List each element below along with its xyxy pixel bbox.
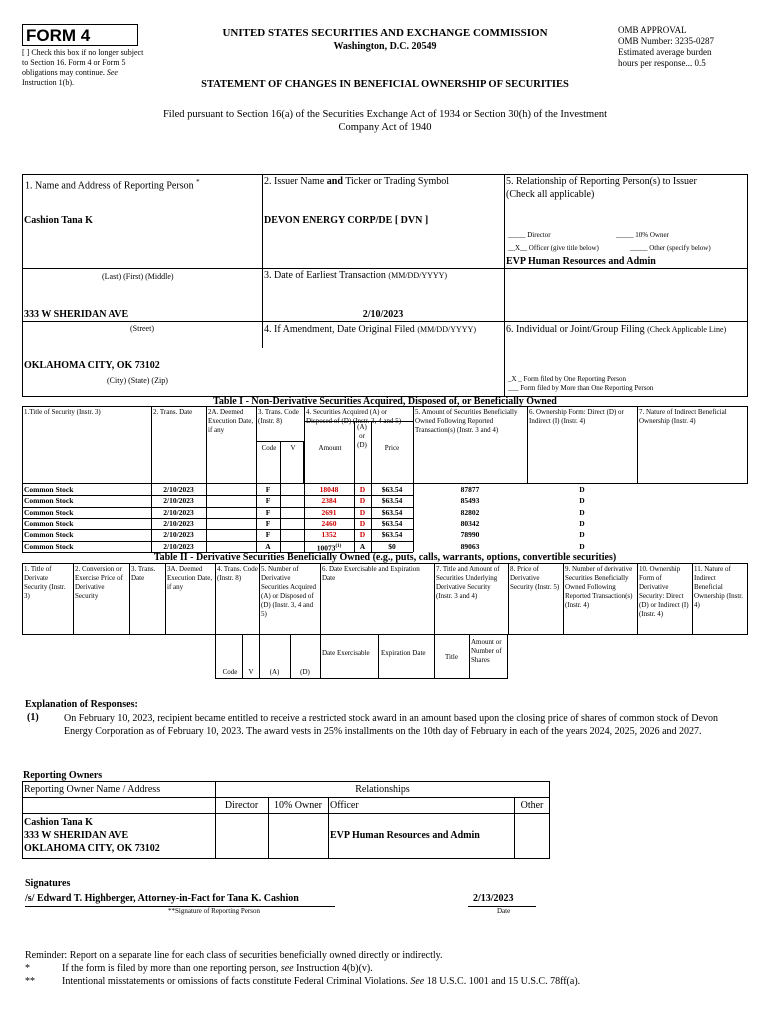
table-col-divider: [304, 484, 305, 552]
earliest-date: 2/10/2023: [362, 309, 404, 320]
t2-h-v-sub: V: [248, 668, 254, 676]
t1-h-price-sub: Price: [384, 444, 400, 452]
t2-h-d-sub: (D): [300, 668, 310, 676]
signatures-heading: Signatures: [25, 878, 71, 889]
t1-h-acquired: 4. Securities Acquired (A) or Disposed of (D) (Instr. 3, 4 and 5): [306, 408, 402, 425]
t2-h-price: 8. Price of Derivative Security (Instr. 5): [510, 565, 560, 591]
city-value: OKLAHOMA CITY, OK 73102: [24, 360, 160, 371]
date-label: Date: [497, 907, 511, 915]
table1-cell-amount: 2384: [321, 496, 337, 506]
ten-pct-check: _____ 10% Owner: [616, 231, 669, 239]
box5-label: 5. Relationship of Reporting Person(s) to Issuer: [506, 176, 697, 187]
table-col-divider: [371, 484, 372, 552]
table1-cell-date: 2/10/2023: [163, 496, 194, 506]
issuer-value: DEVON ENERGY CORP/DE [ DVN ]: [264, 215, 429, 226]
table1-cell-code: F: [265, 530, 271, 540]
t1-h-v-sub: V: [290, 444, 296, 452]
filed-pursuant: Filed pursuant to Section 16(a) of the Securities Exchange Act of 1934 or Section 30(h) of the Investment Company Act of 1940: [162, 109, 608, 133]
table1-cell-date: 2/10/2023: [163, 530, 194, 540]
owners-col-rel: Relationships: [355, 784, 410, 795]
table1-cell-price: $63.54: [381, 518, 403, 528]
t1-h-form: 6. Ownership Form: Direct (D) or Indirect (I) (Instr. 4): [529, 408, 624, 425]
omb-number: OMB Number: 3235-0287: [618, 36, 714, 46]
name-parts-label: (Last) (First) (Middle): [102, 272, 174, 281]
t2-h-exercisable: 6. Date Exercisable and Expiration Date: [322, 565, 420, 582]
owners-col-other: Other: [520, 800, 544, 811]
footnote-star1: *: [25, 963, 30, 974]
box2-label: 2. Issuer Name and Ticker or Trading Symbol: [264, 176, 450, 187]
officer-check: __X__ Officer (give title below): [508, 244, 599, 252]
t2-h-form: 10. Ownership Form of Derivative Security: Direct (D) or Indirect (I) (Instr. 4): [639, 565, 689, 618]
agency-line2: Washington, D.C. 20549: [333, 41, 437, 52]
table1-cell-form: D: [579, 541, 585, 551]
t1-h-amt-sub: Amount: [318, 444, 342, 452]
table1-cell-price: $63.54: [381, 496, 403, 506]
table1-cell-code: F: [265, 496, 271, 506]
t2-h-owned: 9. Number of derivative Securities Beneficially Owned Following Reported Transaction(s) (Instr. 4): [565, 565, 633, 609]
table-col-divider: [354, 484, 355, 552]
table1-cell-form: D: [579, 507, 585, 517]
table1-cell-form: D: [579, 496, 585, 506]
table-col-divider: [206, 484, 207, 552]
t1-h-code: 3. Trans. Code (Instr. 8): [258, 408, 299, 425]
city-label: (City) (State) (Zip): [107, 376, 168, 385]
table-col-divider: [151, 484, 152, 552]
table1-cell-date: 2/10/2023: [163, 518, 194, 528]
table1-cell-ad: D: [359, 507, 366, 517]
street-label: (Street): [130, 324, 154, 333]
table1-cell-title: Common Stock: [24, 485, 74, 494]
t2-h-code: 4. Trans. Code (Instr. 8): [217, 565, 258, 582]
one-person-check: _X _ Form filed by One Reporting Person: [508, 375, 627, 383]
box6-label: 6. Individual or Joint/Group Filing (Check Applicable Line): [506, 324, 727, 335]
more-person-check: ___ Form filed by More than One Reporting Person: [508, 384, 654, 392]
table1-cell-price: $0: [388, 541, 396, 551]
t2-h-deemed: 3A. Deemed Execution Date, if any: [167, 565, 213, 591]
t2-h-exp: Expiration Date: [381, 649, 426, 657]
table1-cell-amount: 1352: [321, 530, 337, 540]
table1-cell-title: Common Stock: [24, 507, 74, 517]
table1-cell-owned: 80342: [460, 518, 480, 528]
t2-h-underlying: 7. Title and Amount of Securities Underlying Derivative Security (Instr. 3 and 4): [436, 565, 500, 600]
explanation-text: On February 10, 2023, recipient became entitled to receive a restricted stock award in an amount based upon the closing price of shares of common stock of Devon Energy Corporation as of February 10, 2023. The award vests in 25% installments on the 10th day of February in each of the years 2024, 2025, 2026 and 2027.: [64, 713, 718, 737]
table1-cell-ad: A: [359, 541, 366, 551]
table1-cell-ad: D: [359, 496, 366, 506]
table1-cell-title: Common Stock: [24, 530, 74, 540]
explanation-heading: Explanation of Responses:: [25, 699, 138, 710]
table1-cell-price: $63.54: [381, 507, 403, 517]
table1-cell-owned: 82802: [460, 507, 480, 517]
table-col-divider: [280, 484, 281, 552]
table1-cell-title: Common Stock: [24, 518, 74, 528]
explanation-num: (1): [27, 712, 39, 723]
street-value: 333 W SHERIDAN AVE: [24, 309, 129, 320]
footnote2: Intentional misstatements or omissions of facts constitute Federal Criminal Violations. See 18 U.S.C. 1001 and 15 U.S.C. 78ff(a).: [62, 976, 581, 987]
person-name: Cashion Tana K: [24, 215, 93, 226]
table1-cell-amount: 18048: [319, 485, 339, 494]
t2-h-code-sub: Code: [222, 668, 238, 676]
t1-h-code-sub: Code: [261, 444, 277, 452]
t1-h-nature: 7. Nature of Indirect Beneficial Ownership (Instr. 4): [639, 408, 727, 425]
table1-cell-code: F: [265, 507, 271, 517]
signature-date: 2/13/2023: [473, 893, 514, 904]
form-title-box: [22, 24, 138, 46]
table1-cell-title: Common Stock: [24, 541, 74, 551]
table1-cell-code: F: [265, 485, 271, 494]
table-col-divider: [256, 484, 257, 552]
table1-cell-owned: 87877: [460, 485, 480, 494]
table1-cell-price: $63.54: [381, 530, 403, 540]
table1-cell-owned: 85493: [460, 496, 480, 506]
table1-cell-owned: 78990: [460, 530, 480, 540]
other-check: _____ Other (specify below): [630, 244, 711, 252]
reminder: Reminder: Report on a separate line for each class of securities beneficially owned directly or indirectly.: [25, 950, 443, 961]
table1-cell-price: $63.54: [381, 485, 403, 494]
agency-line1: UNITED STATES SECURITIES AND EXCHANGE COMMISSION: [222, 27, 548, 39]
table1-cell-form: D: [579, 518, 585, 528]
t1-h-date: 2. Trans. Date: [153, 408, 193, 416]
box3-label: 3. Date of Earliest Transaction (MM/DD/YYYY): [264, 270, 448, 281]
statement-title: STATEMENT OF CHANGES IN BENEFICIAL OWNERSHIP OF SECURITIES: [201, 79, 569, 90]
t1-h-title: 1.Title of Security (Instr. 3): [24, 408, 101, 416]
table-col-divider: [413, 484, 414, 552]
table1-cell-date: 2/10/2023: [163, 507, 194, 517]
officer-title: EVP Human Resources and Admin: [506, 256, 656, 267]
table1-cell-code: F: [265, 518, 271, 528]
t2-h-a-sub: (A): [269, 668, 280, 676]
t2-h-nature: 11. Nature of Indirect Beneficial Ownership (Instr. 4): [694, 565, 743, 609]
t2-h-ttl: Title: [445, 653, 458, 661]
table2-title: Table II - Derivative Securities Beneficially Owned (e.g., puts, calls, warrants, options, convertible securities): [153, 552, 617, 563]
omb-approval: OMB APPROVAL: [618, 25, 687, 35]
owners-heading: Reporting Owners: [23, 770, 103, 781]
owner-name: Cashion Tana K 333 W SHERIDAN AVE OKLAHOMA CITY, OK 73102: [24, 817, 160, 854]
form-title: FORM 4: [26, 26, 91, 45]
box4-label: 4. If Amendment, Date Original Filed (MM/DD/YYYY): [264, 324, 476, 335]
t2-h-date: 3. Trans. Date: [131, 565, 156, 582]
box1-label: 1. Name and Address of Reporting Person *: [25, 178, 200, 192]
table1-cell-ad: D: [359, 530, 366, 540]
t1-h-amount: 5. Amount of Securities Beneficially Owned Following Reported Transaction(s) (Instr. 3 and 4): [415, 408, 518, 434]
owners-col-ten: 10% Owner: [273, 800, 323, 811]
table1-cell-amount: 2460: [321, 518, 337, 528]
table1-cell-ad: D: [359, 518, 366, 528]
omb-hours: hours per response... 0.5: [618, 58, 706, 68]
t2-h-amt: Amount or Number of Shares: [471, 638, 502, 664]
box5-sub: (Check all applicable): [506, 189, 595, 200]
table1-cell-form: D: [579, 530, 585, 540]
t2-h-title: 1. Title of Derivate Security (Instr. 3): [24, 565, 66, 600]
table1-cell-date: 2/10/2023: [163, 485, 194, 494]
table1-title: Table I - Non-Derivative Securities Acquired, Disposed of, or Beneficially Owned: [213, 396, 557, 407]
table1-cell-owned: 89063: [460, 541, 480, 551]
table1-cell-amount: 2691: [321, 507, 337, 517]
signature-label: **Signature of Reporting Person: [168, 907, 260, 915]
omb-burden: Estimated average burden: [618, 47, 712, 57]
owners-col-officer: Officer: [330, 800, 359, 811]
signer: /s/ Edward T. Highberger, Attorney-in-Fact for Tana K. Cashion: [25, 893, 299, 904]
table1-cell-code: A: [265, 541, 271, 551]
table1-cell-title: Common Stock: [24, 496, 74, 506]
omb-box: [618, 25, 758, 69]
table1-cell-form: D: [579, 485, 585, 494]
owners-col-name: Reporting Owner Name / Address: [24, 784, 161, 795]
t1-h-ad-sub: (A) or (D): [357, 423, 367, 449]
table1-cell-ad: D: [359, 485, 366, 494]
t2-h-conversion: 2. Conversion or Exercise Price of Derivative Security: [75, 565, 123, 600]
table-col-divider: [22, 484, 23, 552]
footnote1: If the form is filed by more than one reporting person, see Instruction 4(b)(v).: [62, 963, 373, 974]
table1-cell-date: 2/10/2023: [163, 541, 194, 551]
table1-cell-amount: 10073$^{(1)}$: [316, 543, 342, 552]
owners-col-director: Director: [224, 800, 259, 811]
t2-h-date-ex: Date Exercisable: [322, 649, 370, 657]
t1-h-deemed: 2A. Deemed Execution Date, if any: [208, 408, 254, 434]
checkbox-note: [ ] Check this box if no longer subject to Section 16. Form 4 or Form 5 obligations may continue. See Instruction 1(b).: [22, 48, 144, 87]
director-check: _____ Director: [508, 231, 551, 239]
t2-h-number: 5. Number of Derivative Securities Acquired (A) or Disposed of (D) (Instr. 3, 4 and 5): [261, 565, 317, 618]
footnote-star2: **: [25, 976, 35, 987]
owner-officer-title: EVP Human Resources and Admin: [330, 830, 480, 841]
